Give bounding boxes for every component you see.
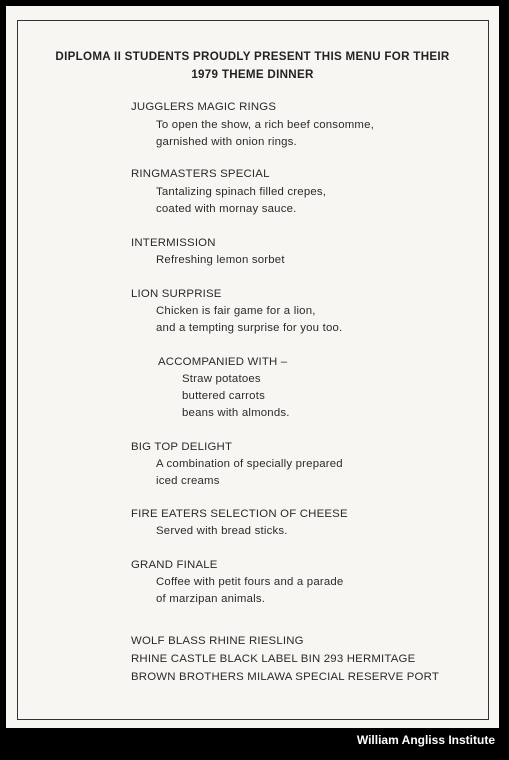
- course-title: JUGGLERS MAGIC RINGS: [131, 101, 277, 113]
- course-description: Served with bread sticks.: [156, 525, 288, 537]
- wine-item: BROWN BROTHERS MILAWA SPECIAL RESERVE PORT: [131, 671, 439, 683]
- course-description: garnished with onion rings.: [156, 136, 297, 148]
- course-description: A combination of specially prepared: [156, 458, 343, 470]
- course-title: GRAND FINALE: [131, 559, 218, 571]
- menu-heading-line2: 1979 THEME DINNER: [191, 68, 314, 81]
- wine-item: RHINE CASTLE BLACK LABEL BIN 293 HERMITAGE: [131, 653, 416, 665]
- menu-card: [6, 6, 499, 728]
- accompaniment-label: ACCOMPANIED WITH –: [158, 356, 288, 368]
- wine-item: WOLF BLASS RHINE RIESLING: [131, 635, 304, 647]
- course-description: Coffee with petit fours and a parade: [156, 576, 344, 588]
- side-dish: beans with almonds.: [182, 407, 290, 419]
- course-description: of marzipan animals.: [156, 593, 266, 605]
- course-title: BIG TOP DELIGHT: [131, 441, 233, 453]
- side-dish: Straw potatoes: [182, 373, 261, 385]
- course-description: Refreshing lemon sorbet: [156, 254, 285, 266]
- course-description: and a tempting surprise for you too.: [156, 322, 343, 334]
- course-description: To open the show, a rich beef consomme,: [156, 119, 375, 131]
- course-title: FIRE EATERS SELECTION OF CHEESE: [131, 508, 348, 520]
- course-description: Chicken is fair game for a lion,: [156, 305, 316, 317]
- course-description: coated with mornay sauce.: [156, 203, 297, 215]
- course-description: iced creams: [156, 475, 220, 487]
- course-title: LION SURPRISE: [131, 288, 222, 300]
- course-title: INTERMISSION: [131, 237, 216, 249]
- institute-credit: William Angliss Institute: [356, 733, 495, 747]
- course-description: Tantalizing spinach filled crepes,: [156, 186, 327, 198]
- menu-heading-line1: DIPLOMA II STUDENTS PROUDLY PRESENT THIS MENU FOR THEIR: [55, 50, 450, 63]
- side-dish: buttered carrots: [182, 390, 265, 402]
- course-title: RINGMASTERS SPECIAL: [131, 168, 270, 180]
